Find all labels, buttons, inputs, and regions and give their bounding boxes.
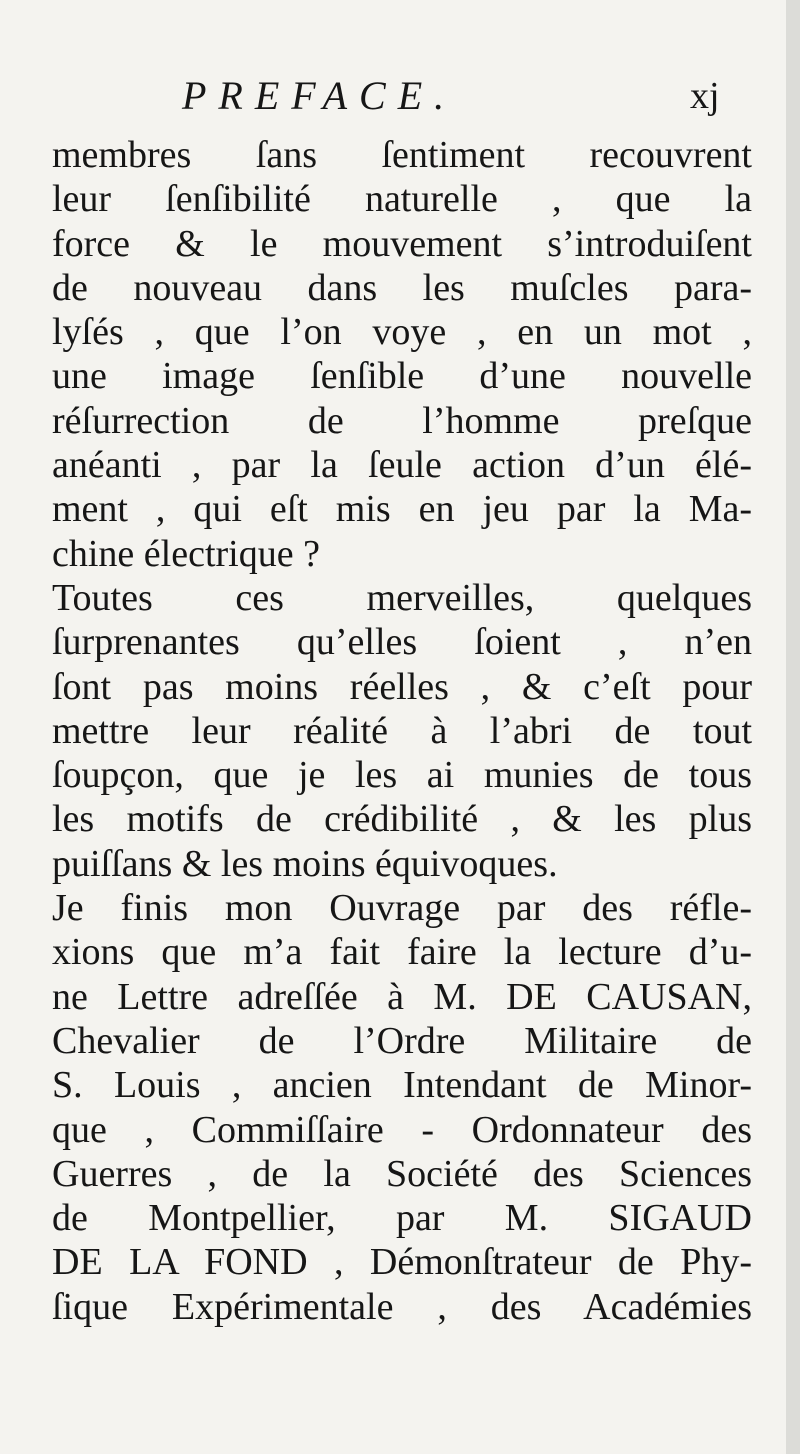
text-line: mettre leur réalité à l’abri de tout (52, 709, 752, 752)
text-line: lyſés , que l’on voye , en un mot , (52, 311, 752, 354)
text-line: puiſſans & les moins équivoques. (52, 842, 558, 885)
text-line: ne Lettre adreſſée à M. DE CAUSAN, (52, 975, 752, 1018)
text-line: Chevalier de l’Ordre Militaire de (52, 1019, 752, 1062)
text-line: les motifs de crédibilité , & les plus (52, 798, 752, 841)
text-line: Toutes ces merveilles, quelques (52, 576, 752, 619)
text-line: de Montpellier, par M. SIGAUD (52, 1197, 752, 1240)
text-line: force & le mouvement s’introduiſent (52, 222, 752, 265)
text-line: leur ſenſibilité naturelle , que la (52, 178, 752, 221)
text-line: xions que m’a fait faire la lecture d’u- (52, 931, 752, 974)
text-line: S. Louis , ancien Intendant de Minor- (52, 1064, 752, 1107)
text-line: une image ſenſible d’une nouvelle (52, 355, 752, 398)
text-line: Guerres , de la Société des Sciences (52, 1152, 752, 1195)
text-line: membres ſans ſentiment recouvrent (52, 134, 752, 176)
text-line: ſoupçon, que je les ai munies de tous (52, 754, 752, 797)
text-line: de nouveau dans les muſcles para- (52, 266, 752, 309)
text-line: Je finis mon Ouvrage par des réfle- (52, 887, 752, 930)
text-line: que , Commiſſaire - Ordonnateur des (52, 1108, 752, 1151)
text-line: ſont pas moins réelles , & c’eſt pour (52, 665, 752, 708)
text-line: anéanti , par la ſeule action d’un élé- (52, 444, 752, 487)
text-line: ſique Expérimentale , des Académies (52, 1285, 752, 1328)
text-line: chine électrique ? (52, 532, 320, 575)
page-edge (786, 0, 800, 1454)
page-header (0, 72, 800, 120)
text-line: DE LA FOND , Démonſtrateur de Phy- (52, 1241, 752, 1284)
page-number: xj (690, 75, 720, 117)
text-line: réſurrection de l’homme preſque (52, 399, 752, 442)
text-line: ſurprenantes qu’elles ſoient , n’en (52, 621, 752, 664)
running-title: PREFACE. (182, 73, 457, 118)
text-line: ment , qui eſt mis en jeu par la Ma- (52, 488, 752, 531)
body-text (52, 133, 752, 1329)
